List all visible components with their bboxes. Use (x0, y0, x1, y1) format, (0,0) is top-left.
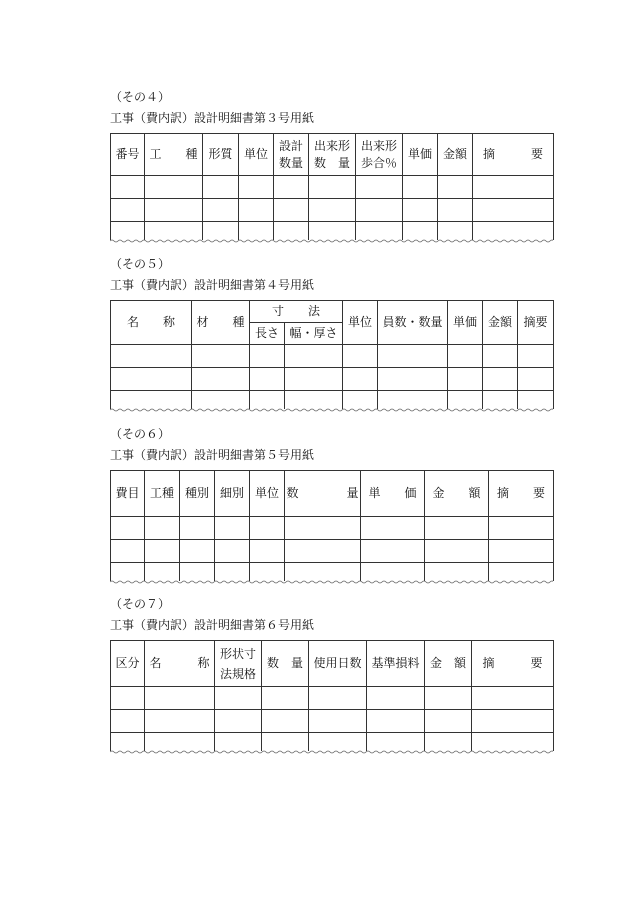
header-cell: 工種 (145, 471, 180, 517)
header-cell: 摘 要 (472, 641, 554, 687)
table-row (111, 368, 554, 391)
header-cell: 設計 数量 (274, 134, 309, 176)
header-cell: 番号 (111, 134, 145, 176)
header-cell: 単位 (250, 471, 285, 517)
table-row (111, 710, 554, 733)
torn-edge (110, 408, 553, 414)
header-cell: 区分 (111, 641, 145, 687)
header-cell: 名 称 (111, 301, 192, 345)
header-cell: 費目 (111, 471, 145, 517)
header-cell: 単位 (343, 301, 378, 345)
table-row (111, 345, 554, 368)
header-cell: 摘 要 (473, 134, 554, 176)
header-cell: 種別 (180, 471, 215, 517)
form-table (110, 300, 554, 409)
torn-edge (110, 750, 553, 756)
header-row (111, 641, 554, 687)
section-number: （その７） (110, 597, 171, 611)
header-cell: 形質 (203, 134, 239, 176)
form-title: 工事（費内訳）設計明細書第４号用紙 (110, 278, 315, 292)
header-cell: 数 量 (262, 641, 309, 687)
torn-edge (110, 239, 553, 245)
header-cell: 材 種 (192, 301, 250, 345)
table-row (111, 517, 554, 540)
header-cell: 単位 (239, 134, 274, 176)
form-title: 工事（費内訳）設計明細書第３号用紙 (110, 111, 315, 125)
header-cell: 単 価 (361, 471, 425, 517)
section-number: （その５） (110, 257, 171, 271)
form-section-5 (110, 426, 553, 586)
header-cell: 金 額 (425, 641, 472, 687)
form-title: 工事（費内訳）設計明細書第５号用紙 (110, 448, 315, 462)
form-table (110, 640, 554, 751)
header-cell: 単価 (448, 301, 483, 345)
header-cell: 金 額 (425, 471, 489, 517)
header-row (111, 134, 554, 176)
table-row (111, 733, 554, 751)
table-row (111, 391, 554, 409)
torn-edge (110, 580, 553, 586)
header-cell: 名 称 (145, 641, 215, 687)
header-cell: 出来形 歩合％ (356, 134, 403, 176)
header-cell: 出来形 数 量 (309, 134, 356, 176)
header-cell: 摘 要 (489, 471, 554, 517)
form-title: 工事（費内訳）設計明細書第６号用紙 (110, 618, 315, 632)
header-cell: 幅・厚さ (285, 323, 343, 345)
header-cell: 形状寸 法規格 (215, 641, 262, 687)
header-cell: 基準損料 (367, 641, 425, 687)
form-section-4 (110, 256, 553, 414)
header-cell: 使用日数 (309, 641, 367, 687)
form-table (110, 133, 554, 240)
header-cell: 金額 (483, 301, 518, 345)
header-cell: 員数・数量 (378, 301, 448, 345)
header-cell: 工 種 (145, 134, 203, 176)
header-cell: 単価 (403, 134, 438, 176)
form-table (110, 470, 554, 581)
header-row (111, 471, 554, 517)
table-row (111, 540, 554, 563)
header-cell: 数 量 (285, 471, 361, 517)
form-section-6 (110, 596, 553, 756)
table-row (111, 563, 554, 581)
table-row (111, 687, 554, 710)
header-cell: 摘要 (518, 301, 554, 345)
table-row (111, 222, 554, 240)
header-cell: 長さ (250, 323, 285, 345)
table-row (111, 176, 554, 199)
header-cell: 細別 (215, 471, 250, 517)
table-row (111, 199, 554, 222)
header-cell: 金額 (438, 134, 473, 176)
header-cell: 寸 法 (250, 301, 343, 323)
section-number: （その４） (110, 90, 171, 104)
form-section-3 (110, 89, 553, 245)
header-row (111, 301, 554, 323)
section-number: （その６） (110, 427, 171, 441)
